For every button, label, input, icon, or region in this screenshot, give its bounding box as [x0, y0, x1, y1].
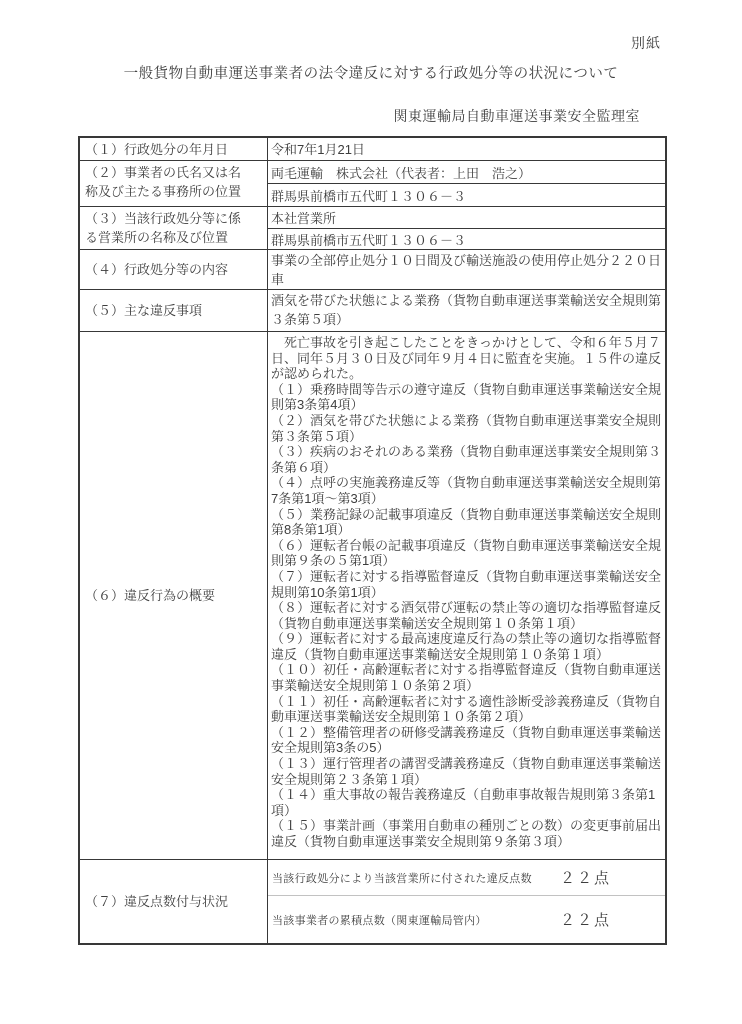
row-label: （４）行政処分等の内容 — [80, 250, 268, 289]
attachment-label: 別紙 — [631, 35, 661, 51]
row-label: （７）違反点数付与状況 — [80, 860, 268, 943]
row-label: （５）主な違反事項 — [80, 290, 268, 331]
points-value: ２２点 — [560, 912, 612, 929]
operator-address: 群馬県前橋市五代町１３０６－３ — [271, 188, 467, 204]
row-value-office — [268, 207, 665, 249]
row-value-disposition-content: 事業の全部停止処分１０日間及び輸送施設の使用停止処分２２０日車 — [271, 253, 662, 287]
violation-item: （６）運転者台帳の記載事項違反（貨物自動車運送事業輸送安全規則第９条の５第1項） — [271, 537, 662, 569]
table-row-office — [80, 207, 665, 250]
office-name: 本社営業所 — [268, 207, 665, 229]
violation-item: （５）業務記録の記載事項違反（貨物自動車運送事業輸送安全規則第8条第1項） — [271, 506, 662, 538]
violation-item: （４）点呼の実施義務違反等（貨物自動車運送事業輸送安全規則第7条第1項～第3項） — [271, 475, 662, 506]
violation-item: （１３）運行管理者の講習受講義務違反（貨物自動車運送事業輸送安全規則第２３条第１項） — [271, 756, 662, 787]
table-row-disposition-content — [80, 250, 665, 290]
row-value-violation-overview — [268, 332, 665, 859]
issuing-office-label: 関東運輸局自動車運送事業安全監理室 — [393, 108, 640, 124]
row-value-violation-points — [268, 860, 665, 943]
violation-item: （９）運転者に対する最高速度違反行為の禁止等の適切な指導監督違反（貨物自動車運送事業輸送安全規則第１０条第１項） — [271, 631, 662, 662]
table-row-violation-points — [80, 860, 665, 943]
row-value-disposition-date: 令和7年1月21日 — [271, 141, 365, 157]
points-entry-office — [268, 860, 665, 895]
table-row-disposition-date — [80, 138, 665, 161]
operator-name: 両毛運輸 株式会社（代表者：上田 浩之） — [268, 161, 665, 184]
points-value: ２２点 — [560, 870, 612, 887]
document-title: 一般貨物自動車運送事業者の法令違反に対する行政処分等の状況について — [123, 66, 619, 82]
violation-item: （１１）初任・高齢運転者に対する適性診断受診義務違反（貨物自動車運送事業輸送安全規則第１０条第２項） — [271, 693, 662, 725]
violation-item: （１）乗務時間等告示の遵守違反（貨物自動車運送事業輸送安全規則第3条第4項） — [271, 381, 662, 413]
violation-item: （７）運転者に対する指導監督違反（貨物自動車運送事業輸送安全規則第10条第1項） — [271, 568, 662, 600]
row-label: （１）行政処分の年月日 — [80, 138, 268, 160]
row-value-main-violation: 酒気を帯びた状態による業務（貨物自動車運送事業輸送安全規則第３条第５項） — [271, 293, 662, 327]
violation-item: （１５）事業計画（事業用自動車の種別ごとの数）の変更事前届出違反（貨物自動車運送事業安全規則第９条第３項） — [271, 818, 662, 849]
violation-item: （１０）初任・高齢運転者に対する指導監督違反（貨物自動車運送事業輸送安全規則第１０条第２項） — [271, 662, 662, 694]
violation-item: （２）酒気を帯びた状態による業務（貨物自動車運送事業安全規則第３条第５項） — [271, 412, 662, 444]
office-address: 群馬県前橋市五代町１３０６－３ — [271, 233, 467, 248]
violation-item: （３）疾病のおそれのある業務（貨物自動車運送事業安全規則第３条第６項） — [271, 444, 662, 475]
table-row-main-violation — [80, 290, 665, 332]
row-label: （２）事業者の氏名又は名称及び主たる事務所の位置 — [80, 161, 268, 206]
violation-item: （１２）整備管理者の研修受講義務違反（貨物自動車運送事業輸送安全規則第3条の5） — [271, 724, 662, 756]
overview-intro: 死亡事故を引き起こしたことをきっかけとして、令和６年５月７日、同年５月３０日及び同年９月４日に監査を実施。１５件の違反が認められた。 — [271, 335, 662, 382]
violation-item: （８）運転者に対する酒気帯び運転の禁止等の適切な指導監督違反（貨物自動車運送事業輸送安全規則第１０条第１項） — [271, 600, 662, 631]
table-row-operator — [80, 161, 665, 207]
row-label: （６）違反行為の概要 — [80, 332, 268, 859]
row-value-operator — [268, 161, 665, 206]
points-entry-cumulative — [268, 895, 665, 943]
disposition-table — [78, 136, 667, 945]
row-label: （３）当該行政処分等に係る営業所の名称及び位置 — [80, 207, 268, 249]
points-label: 当該事業者の累積点数（関東運輸局管内） — [272, 914, 487, 927]
table-row-violation-overview — [80, 332, 665, 860]
violation-item: （１４）重大事故の報告義務違反（自動車事故報告規則第３条第1項） — [271, 787, 656, 818]
points-label: 当該行政処分により当該営業所に付された違反点数 — [272, 872, 532, 885]
